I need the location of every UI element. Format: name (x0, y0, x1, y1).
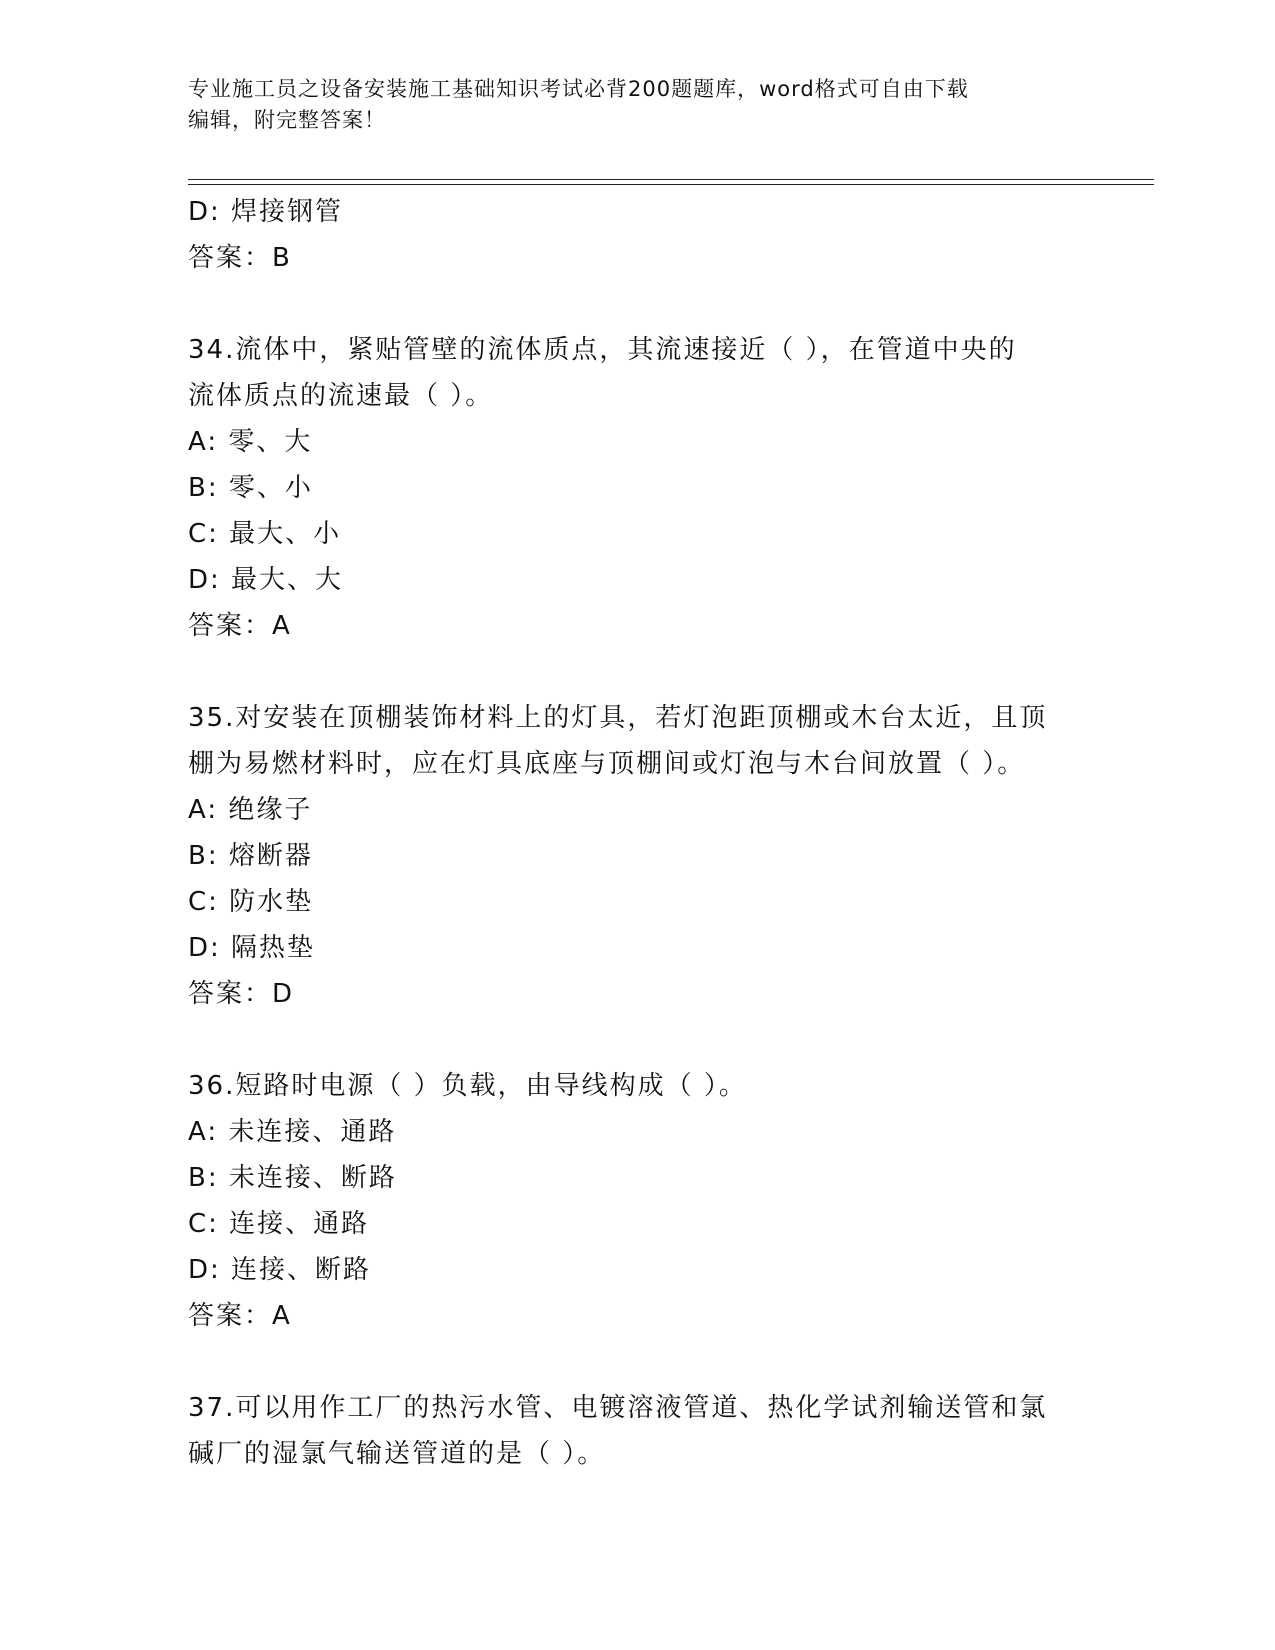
question-36-text-line-1: 36.短路时电源（ ）负载，由导线构成（ ）。 (188, 1071, 747, 1101)
header-divider-top (188, 179, 1154, 180)
spacer (188, 649, 1088, 695)
prev-answer: 答案：B (188, 243, 292, 273)
question-34-text-line-1: 34.流体中，紧贴管壁的流体质点，其流速接近（ ），在管道中央的 (188, 335, 1017, 365)
question-35-answer: 答案：D (188, 979, 295, 1009)
question-block-37 (188, 1385, 1088, 1477)
question-35-text-line-1: 35.对安装在顶棚装饰材料上的灯具，若灯泡距顶棚或木台太近，且顶 (188, 703, 1048, 733)
question-36-option-c: C: 连接、通路 (188, 1209, 370, 1239)
question-block-35 (188, 695, 1088, 1017)
question-35-option-b: B: 熔断器 (188, 841, 313, 871)
question-34-option-d: D: 最大、大 (188, 565, 344, 595)
question-34-text-line-2: 流体质点的流速最（ ）。 (188, 381, 494, 411)
header-title-line-2: 编辑，附完整答案！ (188, 108, 386, 132)
question-list (188, 189, 1088, 1477)
question-34-option-a: A: 零、大 (188, 427, 313, 457)
prev-option-d: D: 焊接钢管 (188, 197, 344, 227)
question-34-option-b: B: 零、小 (188, 473, 313, 503)
question-37-text-line-2: 碱厂的湿氯气输送管道的是（ ）。 (188, 1439, 606, 1469)
spacer (188, 1339, 1088, 1385)
question-35-option-a: A: 绝缘子 (188, 795, 313, 825)
page-header (188, 74, 1088, 136)
spacer (188, 281, 1088, 327)
question-36-option-d: D: 连接、断路 (188, 1255, 372, 1285)
header-title-line-1: 专业施工员之设备安装施工基础知识考试必背200题题库，word格式可自由下载 (188, 77, 969, 101)
question-34-answer: 答案：A (188, 611, 292, 641)
question-35-text-line-2: 棚为易燃材料时，应在灯具底座与顶棚间或灯泡与木台间放置（ ）。 (188, 749, 1026, 779)
question-34-option-c: C: 最大、小 (188, 519, 342, 549)
question-block-36 (188, 1063, 1088, 1339)
spacer (188, 1017, 1088, 1063)
question-35-option-d: D: 隔热垫 (188, 933, 316, 963)
question-37-text-line-1: 37.可以用作工厂的热污水管、电镀溶液管道、热化学试剂输送管和氯 (188, 1393, 1048, 1423)
question-35-option-c: C: 防水垫 (188, 887, 314, 917)
question-36-option-a: A: 未连接、通路 (188, 1117, 397, 1147)
question-36-answer: 答案：A (188, 1301, 292, 1331)
question-36-option-b: B: 未连接、断路 (188, 1163, 397, 1193)
header-divider-bottom (188, 184, 1154, 185)
question-block-34 (188, 327, 1088, 649)
